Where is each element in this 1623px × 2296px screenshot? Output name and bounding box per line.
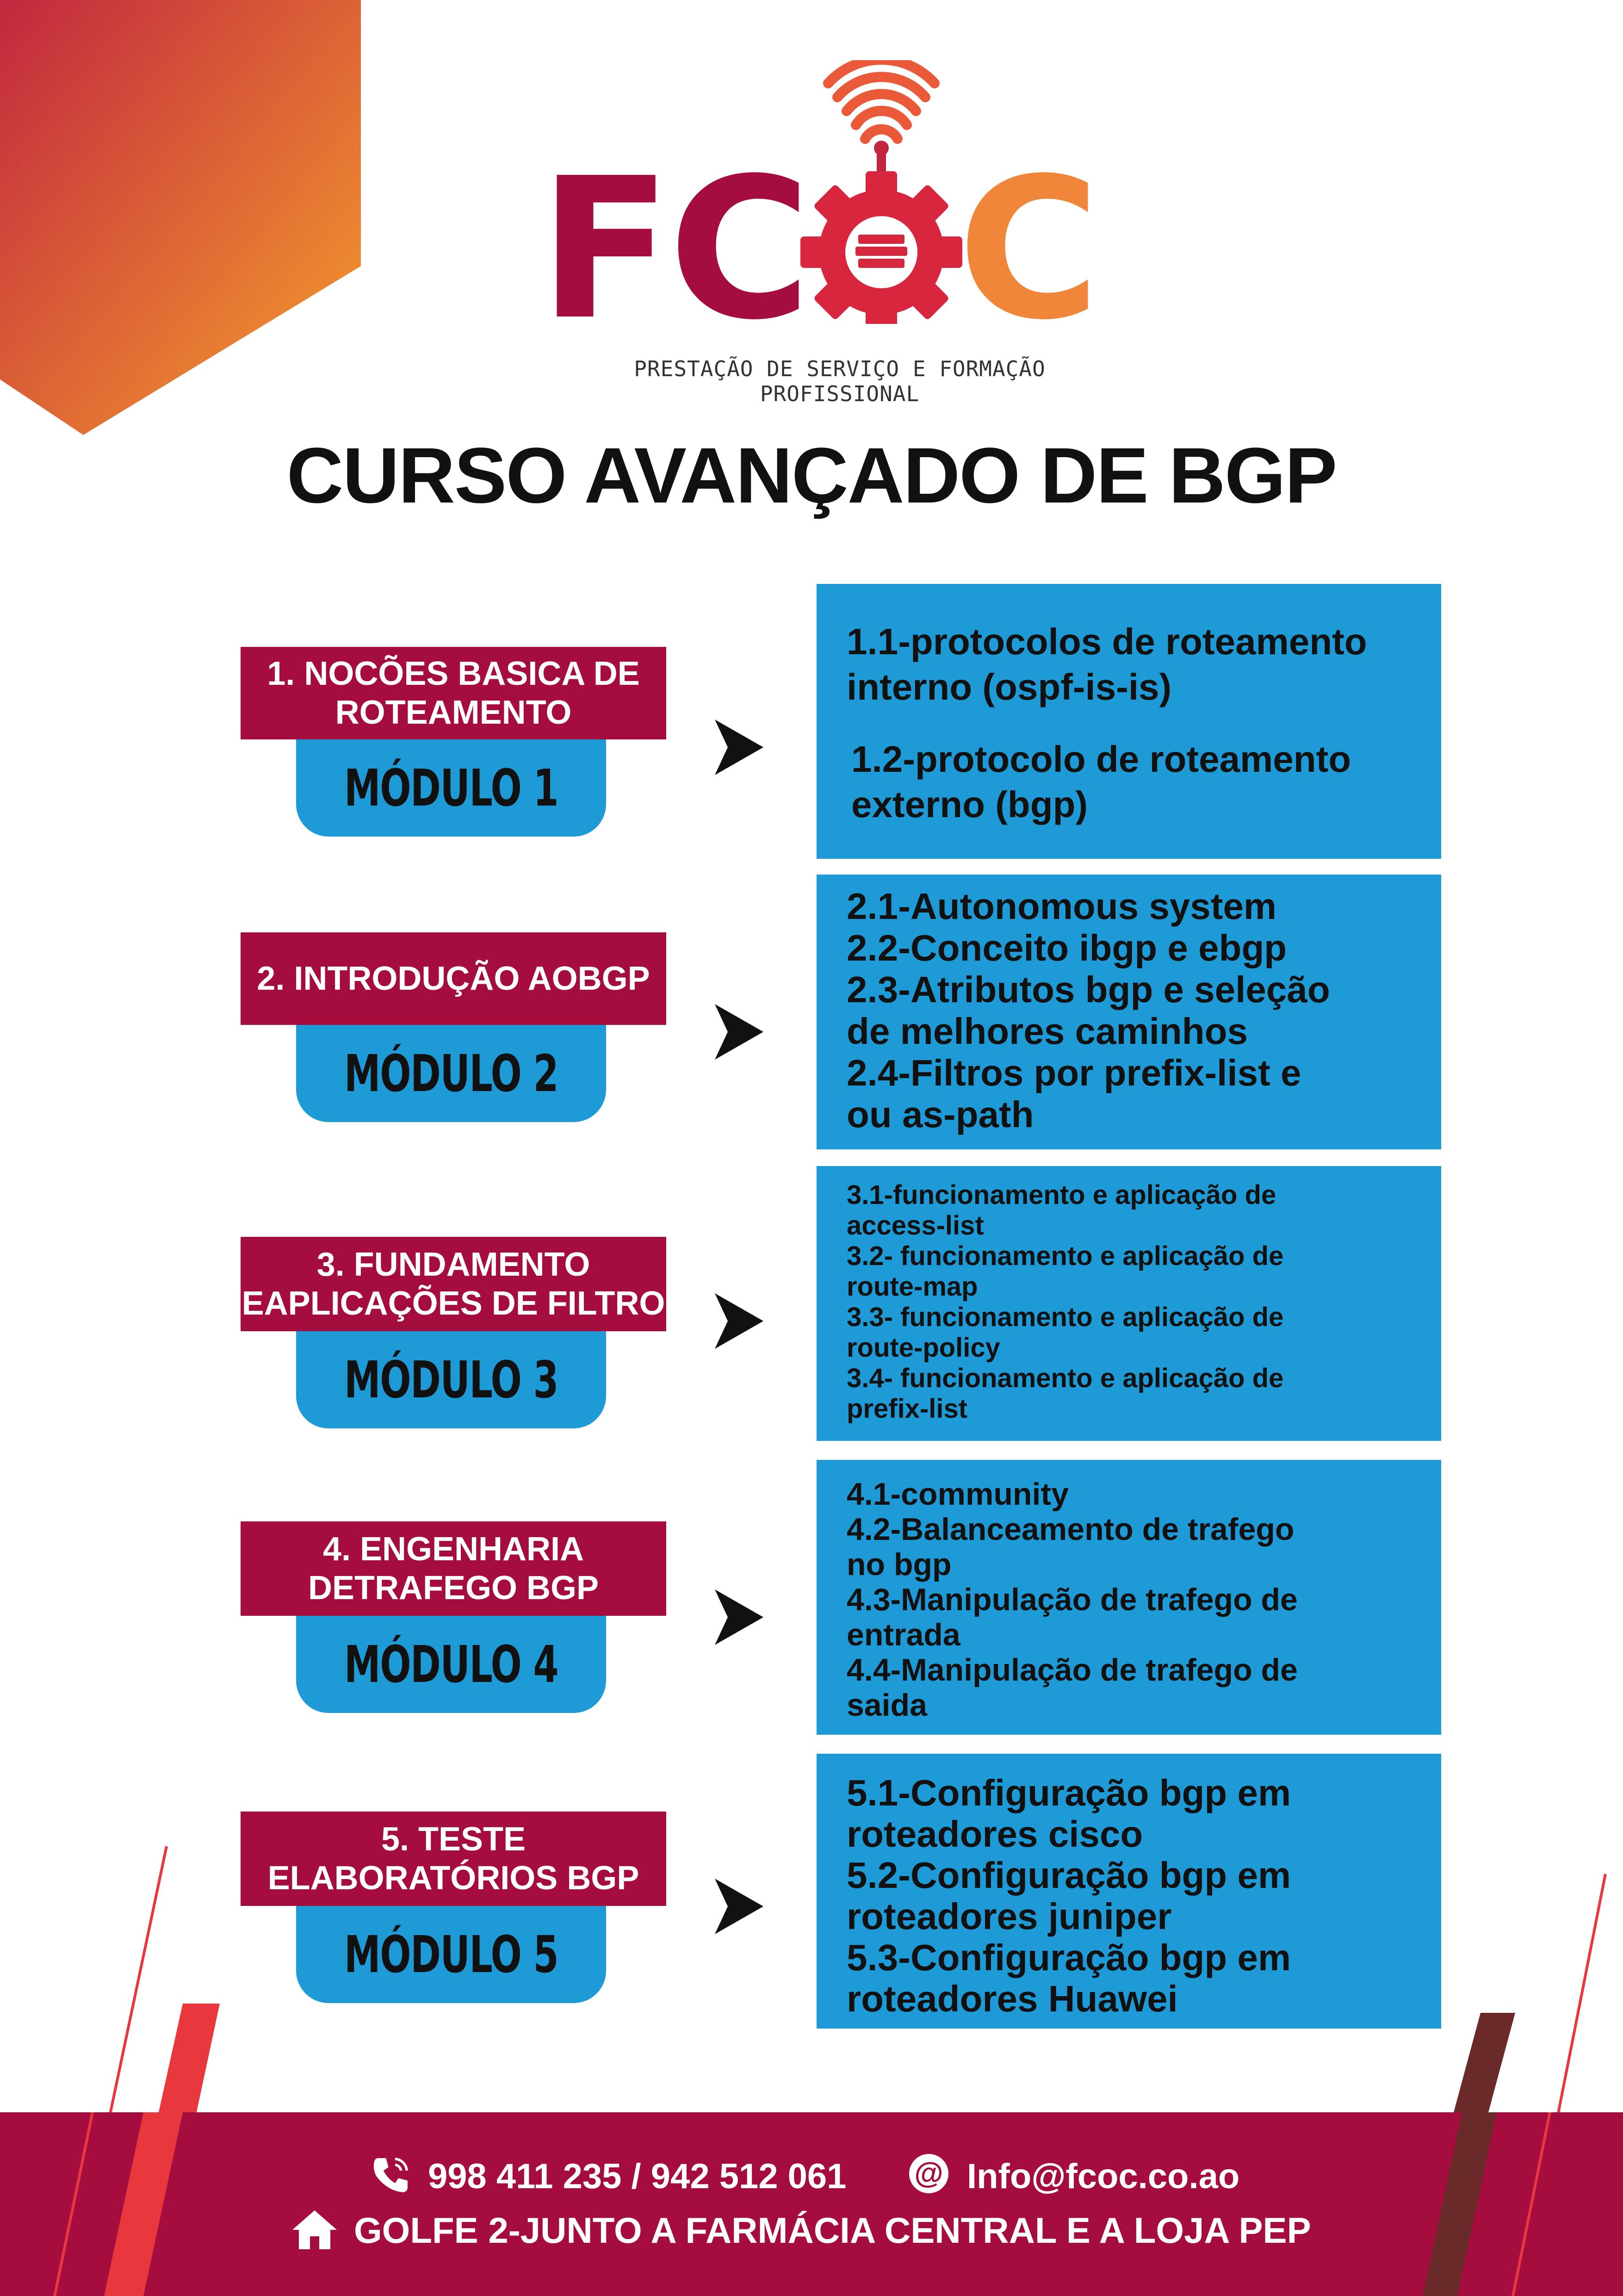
topic-line: 3.4- funcionamento e aplicação de — [847, 1363, 1284, 1393]
topic-line: route-policy — [847, 1333, 1000, 1363]
topic-line: 4.1-community — [847, 1477, 1069, 1512]
module-4-title-line-2: TRAFEGO BGP — [354, 1570, 599, 1607]
arrow-icon — [715, 1004, 763, 1060]
topic-line: interno (ospf-is-is) — [847, 666, 1172, 707]
phone-icon — [370, 2154, 412, 2196]
module-1-title-line-1: 1. NOCÕES BASICA DE — [267, 655, 640, 692]
at-icon: @ — [909, 2154, 948, 2193]
module-4-badge-label: MÓDULO 4 — [344, 1635, 558, 1694]
topic-line: saida — [847, 1688, 927, 1723]
module-3-badge-label: MÓDULO 3 — [344, 1350, 558, 1409]
module-1-title — [241, 647, 666, 739]
topic-line: ou as-path — [847, 1094, 1034, 1135]
module-1-badge-label: MÓDULO 1 — [344, 758, 558, 818]
topic-line: de melhores caminhos — [847, 1011, 1248, 1052]
topic-line: roteadores cisco — [847, 1813, 1143, 1855]
topic-line: no bgp — [847, 1547, 952, 1582]
module-2-title-line-1: 2. INTRODUÇÃO AO — [257, 960, 578, 997]
arrow-icon — [715, 720, 763, 775]
topic-line: 2.2-Conceito ibgp e ebgp — [847, 927, 1287, 968]
topic-line: access-list — [847, 1210, 984, 1241]
topic-line: roteadores juniper — [847, 1896, 1172, 1937]
topic-line: 5.2-Configuração bgp em — [847, 1855, 1291, 1896]
module-2-topics — [817, 875, 1441, 1149]
logo-letter-c2: C — [958, 137, 1101, 363]
topic-line: 4.3-Manipulação de trafego de — [847, 1582, 1298, 1617]
topic-line: route-map — [847, 1272, 978, 1302]
topic-line: 2.4-Filtros por prefix-list e — [847, 1052, 1301, 1093]
topic-line: 4.2-Balanceamento de trafego — [847, 1512, 1295, 1547]
topic-line: 2.1-Autonomous system — [847, 886, 1277, 927]
arrow-icon — [715, 1589, 763, 1645]
module-4-badge — [296, 1616, 606, 1713]
topic-line: 4.4-Manipulação de trafego de — [847, 1652, 1298, 1688]
module-1-title-line-2: ROTEAMENTO — [335, 694, 572, 731]
module-1-topics — [817, 584, 1441, 859]
topic-line: 1.2-protocolo de roteamento — [851, 738, 1351, 780]
topic-line: externo (bgp) — [851, 784, 1088, 825]
module-2-title — [241, 932, 666, 1025]
topic-line: 5.3-Configuração bgp em — [847, 1937, 1291, 1978]
topic-line: 5.1-Configuração bgp em — [847, 1772, 1291, 1813]
logo-tagline: PRESTAÇÃO DE SERVIÇO E FORMAÇÃO PROFISSIONAL — [634, 356, 1046, 406]
topic-line: roteadores Huawei — [847, 1978, 1178, 2019]
module-3-title-line-2: APLICAÇÕES DE FILTRO — [264, 1285, 665, 1322]
module-3-title — [241, 1237, 666, 1331]
module-5-badge-label: MÓDULO 5 — [344, 1925, 558, 1984]
module-5-title-line-1: 5. TESTE E — [267, 1821, 526, 1897]
footer-phones: 998 411 235 / 942 512 061 — [428, 2157, 847, 2196]
topic-line: 3.1-funcionamento e aplicação de — [847, 1180, 1276, 1210]
module-2-badge — [296, 1025, 606, 1122]
topic-line: 3.2- funcionamento e aplicação de — [847, 1241, 1284, 1271]
topic-line: prefix-list — [847, 1394, 968, 1424]
module-5-title-line-2: LABORATÓRIOS BGP — [290, 1860, 639, 1897]
module-4-title — [241, 1521, 666, 1616]
footer-email: Info@fcoc.co.ao — [967, 2157, 1240, 2196]
module-4-title-line-1: 4. ENGENHARIA DE — [308, 1531, 584, 1607]
footer-address: GOLFE 2-JUNTO A FARMÁCIA CENTRAL E A LOJA PEP — [354, 2210, 1311, 2251]
module-1-badge — [296, 739, 606, 837]
topic-line: 3.3- funcionamento e aplicação de — [847, 1302, 1284, 1332]
module-4-topics — [817, 1460, 1441, 1735]
footer-stripes-decoration — [0, 2112, 1623, 2296]
topic-line: entrada — [847, 1617, 960, 1652]
logo-letter-f: F — [539, 137, 672, 363]
logo-letter-c1: C — [669, 137, 812, 363]
home-icon — [291, 2209, 338, 2250]
topic-line: 1.1-protocolos de roteamento — [847, 621, 1367, 662]
module-3-title-line-1: 3. FUNDAMENTO E — [242, 1246, 590, 1322]
page-title: CURSO AVANÇADO DE BGP — [286, 432, 1337, 520]
topic-line: 2.3-Atributos bgp e seleção — [847, 969, 1330, 1010]
module-3-badge — [296, 1331, 606, 1428]
corner-decoration — [0, 0, 361, 435]
module-2-badge-label: MÓDULO 2 — [344, 1044, 558, 1103]
module-3-topics — [817, 1166, 1441, 1441]
arrow-icon — [715, 1293, 763, 1349]
module-2-title-line-2: BGP — [577, 960, 650, 997]
